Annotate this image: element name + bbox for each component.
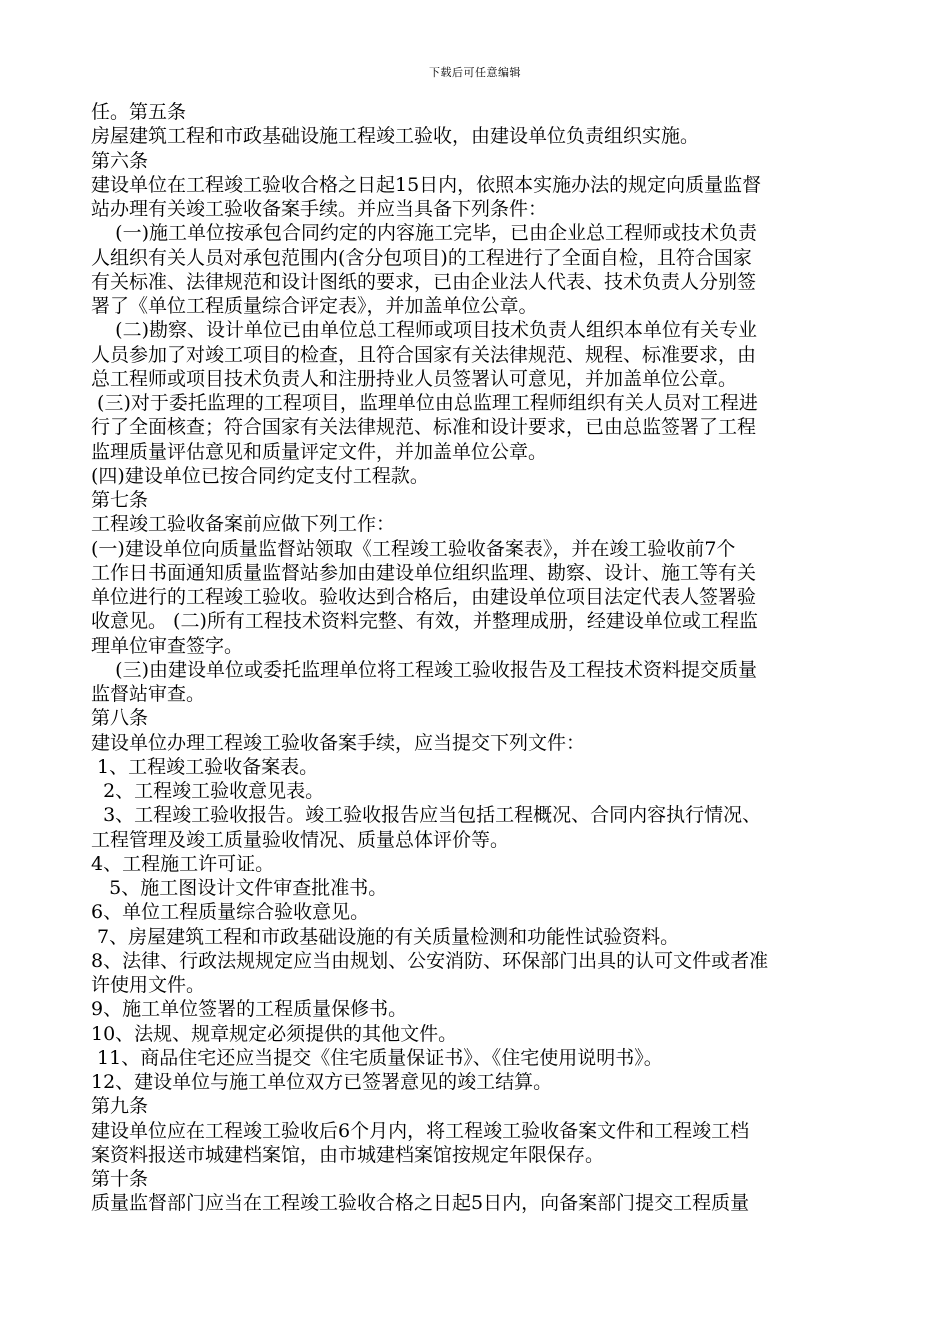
text-line: 单位进行的工程竣工验收。验收达到合格后，由建设单位项目法定代表人签署验 <box>91 586 757 608</box>
text-line: 监督站审查。 <box>91 683 206 705</box>
text-line: (四)建设单位已按合同约定支付工程款。 <box>91 464 429 487</box>
text-line: 站办理有关竣工验收备案手续。并应当具备下列条件： <box>91 198 548 220</box>
text-line: 工程竣工验收备案前应做下列工作： <box>91 513 396 536</box>
text-line: (二)勘察、设计单位已由单位总工程师或项目技术负责人组织本单位有关专业 <box>91 319 757 342</box>
text-line: (三)由建设单位或委托监理单位将工程竣工验收报告及工程技术资料提交质量 <box>91 658 757 681</box>
text-line: 质量监督部门应当在工程竣工验收合格之日起5日内，向备案部门提交工程质量 <box>91 1192 750 1215</box>
text-line: (三)对于委托监理的工程项目，监理单位由总监理工程师组织有关人员对工程进 <box>91 392 758 414</box>
text-line: 建设单位在工程竣工验收合格之日起15日内，依照本实施办法的规定向质量监督 <box>91 173 762 196</box>
text-line: 12、建设单位与施工单位双方已签署意见的竣工结算。 <box>91 1071 553 1093</box>
text-line: 第十条 <box>91 1168 149 1190</box>
text-line: 总工程师或项目技术负责人和注册持业人员签署认可意见，并加盖单位公章。 <box>91 367 738 390</box>
text-line: 建设单位办理工程竣工验收备案手续，应当提交下列文件： <box>91 731 586 754</box>
text-line: 任。第五条 <box>91 101 187 123</box>
text-line: 署了《单位工程质量综合评定表》，并加盖单位公章。 <box>91 295 538 317</box>
text-line: 第七条 <box>91 489 149 511</box>
text-line: 案资料报送市城建档案馆，由市城建档案馆按规定年限保存。 <box>91 1143 605 1166</box>
document-body <box>91 100 863 1216</box>
text-line: 4、工程施工许可证。 <box>91 852 275 875</box>
text-line: 10、法规、规章规定必须提供的其他文件。 <box>91 1022 458 1045</box>
page-header: 下载后可任意编辑 <box>429 66 521 79</box>
text-line: 8、法律、行政法规规定应当由规划、公安消防、环保部门出具的认可文件或者准 <box>91 949 769 972</box>
text-line: 理单位审查签字。 <box>91 634 244 657</box>
text-line: 11、商品住宅还应当提交《住宅质量保证书》、《住宅使用说明书》。 <box>91 1046 663 1069</box>
text-line: (一)建设单位向质量监督站领取《工程竣工验收备案表》，并在竣工验收前7个 <box>91 537 736 560</box>
text-line: 房屋建筑工程和市政基础设施工程竣工验收，由建设单位负责组织实施。 <box>91 125 700 148</box>
text-line: 工作日书面通知质量监督站参加由建设单位组织监理、勘察、设计、施工等有关 <box>91 561 757 584</box>
text-line: 第九条 <box>91 1095 149 1118</box>
text-line: 监理质量评估意见和质量评定文件，并加盖单位公章。 <box>91 440 548 463</box>
text-line: 7、房屋建筑工程和市政基础设施的有关质量检测和功能性试验资料。 <box>91 925 680 948</box>
text-line: 9、施工单位签署的工程质量保修书。 <box>91 998 408 1021</box>
text-line: 人组织有关人员对承包范围内(含分包项目)的工程进行了全面自检，且符合国家 <box>91 246 752 269</box>
text-line: 工程管理及竣工质量验收情况、质量总体评价等。 <box>91 828 510 851</box>
text-line: 建设单位应在工程竣工验收后6个月内，将工程竣工验收备案文件和工程竣工档 <box>91 1119 750 1142</box>
text-line: (一)施工单位按承包合同约定的内容施工完毕，已由企业总工程师或技术负责 <box>91 222 757 245</box>
text-line: 6、单位工程质量综合验收意见。 <box>91 901 370 924</box>
text-line: 5、施工图设计文件审查批准书。 <box>91 877 388 899</box>
text-line: 第八条 <box>91 707 149 730</box>
text-line: 有关标准、法律规范和设计图纸的要求，已由企业法人代表、技术负责人分别签 <box>91 270 757 293</box>
text-line: 行了全面核查；符合国家有关法律规范、标准和设计要求，已由总监签署了工程 <box>91 416 757 439</box>
text-line: 1、工程竣工验收备案表。 <box>91 755 319 778</box>
text-line: 收意见。 (二)所有工程技术资料完整、有效，并整理成册，经建设单位或工程监 <box>91 610 758 633</box>
text-line: 许使用文件。 <box>91 974 206 996</box>
text-line: 人员参加了对竣工项目的检查，且符合国家有关法律规范、规程、标准要求，由 <box>91 343 757 366</box>
text-line: 2、工程竣工验收意见表。 <box>91 780 325 802</box>
text-line: 3、工程竣工验收报告。竣工验收报告应当包括工程概况、合同内容执行情况、 <box>91 804 762 827</box>
text-line: 第六条 <box>91 149 149 172</box>
